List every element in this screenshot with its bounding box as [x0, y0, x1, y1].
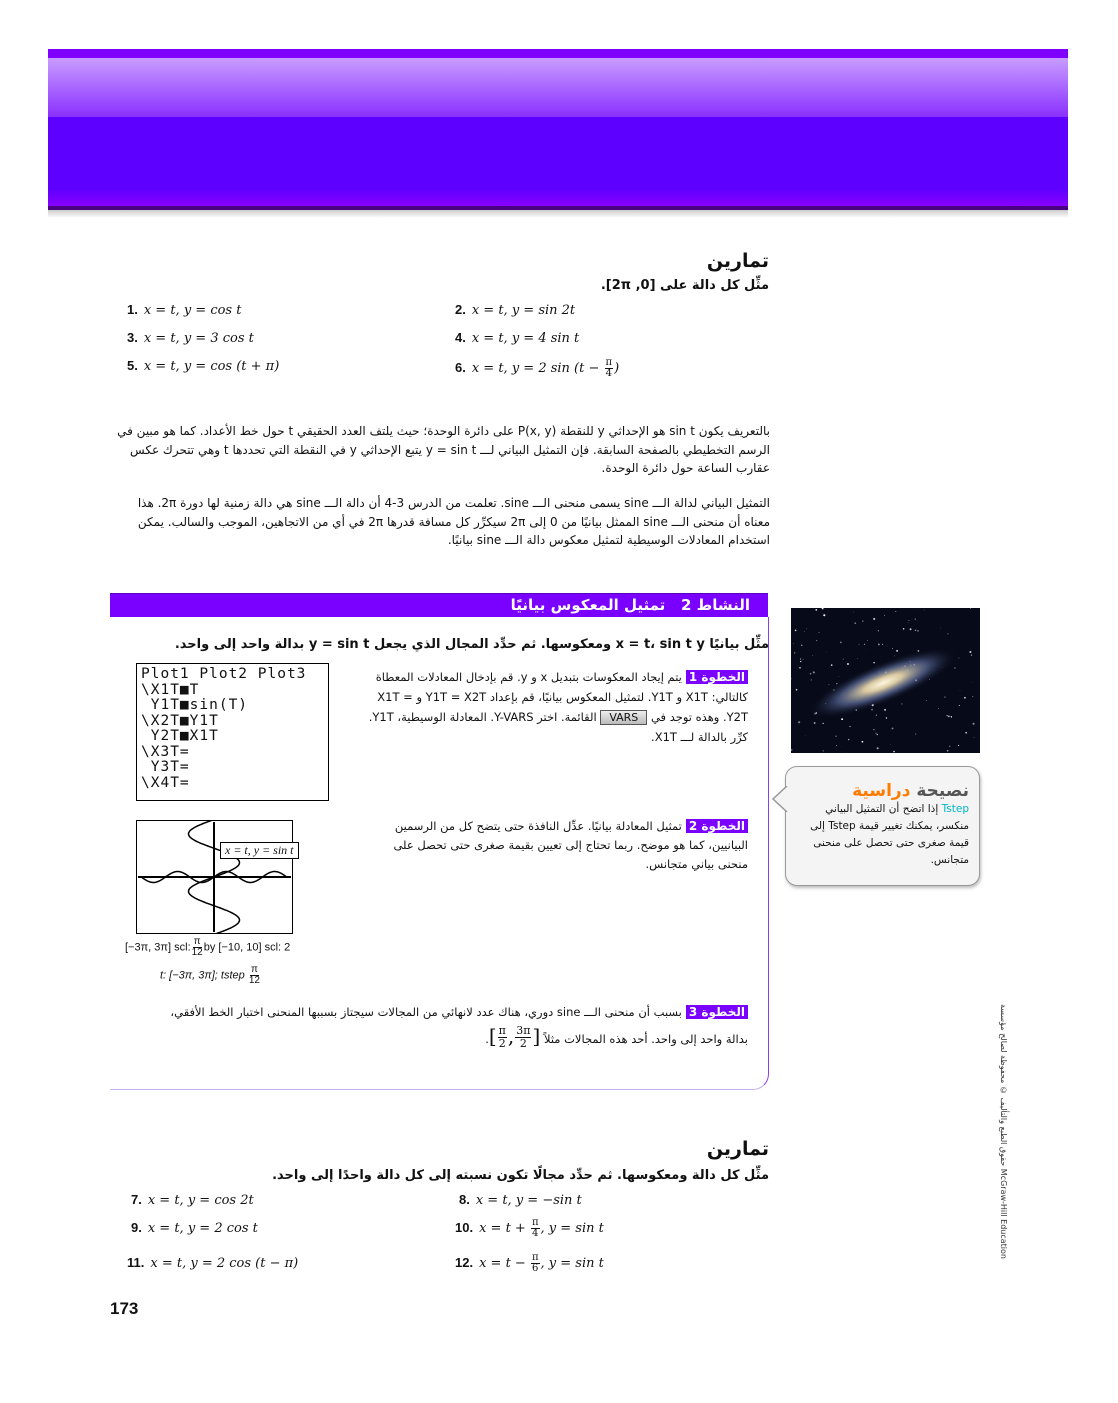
star	[864, 644, 865, 645]
star	[965, 732, 967, 734]
star	[873, 729, 874, 730]
exercise-expression: x = t, y = 3 cos t	[143, 331, 254, 346]
star	[847, 663, 849, 665]
star	[884, 615, 885, 616]
star	[811, 679, 812, 680]
exercise-number: 11.	[127, 1255, 145, 1270]
exercise-expression: x = t, y = 2 cos (t − π)	[150, 1256, 299, 1271]
star	[875, 733, 876, 734]
activity-instruction: مثِّل بيانيًا x = t، sin t y ومعكوسها. ثم حدِّد المجال الذي يجعل y = sin t بدالة واحد إلى واحد.	[174, 637, 769, 652]
star	[973, 723, 975, 725]
star	[836, 745, 837, 746]
star	[878, 644, 880, 646]
window-caption	[125, 937, 290, 958]
exercise-expression-end: , y = sin t	[540, 1221, 604, 1236]
star	[974, 737, 975, 738]
denominator: 4	[605, 368, 612, 379]
star	[964, 697, 966, 699]
star	[815, 609, 817, 611]
denominator: 4	[532, 1228, 539, 1239]
exercise-expression: x = t −	[479, 1256, 530, 1271]
exercise-item	[131, 1220, 258, 1236]
exercise-expression-end: , y = sin t	[540, 1256, 604, 1271]
star	[877, 734, 878, 735]
calc-line: \X4T=	[141, 774, 190, 791]
star	[800, 658, 801, 659]
window-y: by [−10, 10] scl: 2	[203, 941, 291, 954]
exercise-item	[131, 1192, 254, 1208]
exercise-expression: x = t, y = cos t	[143, 303, 242, 318]
exercise-number: 4.	[455, 330, 466, 345]
window-x: [−3π, 3π] scl:	[125, 941, 191, 954]
star	[903, 628, 905, 630]
step-1-tag: الخطوة 1	[686, 670, 748, 684]
vars-key: VARS	[600, 710, 647, 725]
tip-body: Tstep إذا اتضح أن التمثيل البياني منكسر، يمكنك تغيير قيمة Tstep إلى قيمة صغرى حتى تحصل على منحنى متجانس.	[810, 803, 969, 866]
star	[877, 747, 879, 749]
star	[835, 736, 836, 737]
star	[859, 644, 860, 645]
star	[873, 662, 874, 663]
numerator: π	[605, 357, 613, 368]
star	[971, 655, 972, 656]
exercise-number: 1.	[127, 302, 138, 317]
star	[849, 726, 850, 727]
exercise-expression: x = t, y = cos 2t	[147, 1193, 254, 1208]
star	[813, 671, 815, 673]
star	[908, 622, 909, 623]
star	[841, 718, 843, 720]
exercises-title: تمارين	[706, 250, 769, 272]
exercise-expression: x = t +	[479, 1221, 530, 1236]
star	[924, 610, 925, 611]
exercise-number: 9.	[131, 1220, 142, 1235]
exercise-number: 5.	[127, 358, 138, 373]
star	[831, 664, 833, 666]
star	[794, 652, 796, 654]
step-2	[380, 817, 748, 874]
exercise-number: 2.	[455, 302, 466, 317]
exercise-item	[455, 1253, 604, 1274]
star	[958, 745, 959, 746]
star	[795, 630, 797, 632]
star	[840, 641, 842, 643]
exercise-item	[455, 302, 575, 318]
star	[946, 715, 947, 716]
star	[873, 618, 875, 620]
star	[882, 644, 883, 645]
tstep-fraction: $\frac{\pi}{12}$	[248, 964, 260, 986]
study-tip	[785, 766, 980, 886]
star	[908, 620, 909, 621]
star	[915, 618, 916, 619]
star	[854, 622, 856, 624]
exercise-fraction	[605, 358, 614, 379]
tip-title: نصيحة دراسية	[852, 781, 969, 801]
star	[944, 696, 945, 697]
star	[810, 673, 812, 675]
numerator: π	[531, 1252, 539, 1263]
exercise-expression: x = t, y = sin 2t	[471, 303, 576, 318]
star	[948, 716, 950, 718]
step-1-text: يتم إيجاد المعكوسات بتبديل x و y. قم بإدخال المعادلات المعطاة كالتالي: X1T و Y1T. لتمثيل المعكوس بيانيًا، قم بإعداد Y1T = X2T و X1T = Y2T. وهذه توجد في	[375, 670, 748, 724]
exercises-instruction: مثِّل كل دالة على [0, 2π].	[600, 278, 769, 293]
star	[804, 631, 805, 632]
calc-line: Y3T=	[141, 759, 190, 775]
denominator: 6	[532, 1263, 539, 1274]
exercise-expression: x = t, y = 2 sin (t −	[471, 361, 604, 376]
star	[814, 722, 816, 724]
star	[960, 690, 961, 691]
star	[848, 739, 849, 740]
star	[926, 700, 927, 701]
star	[791, 749, 792, 751]
calc-line: \X3T=	[141, 743, 190, 760]
copyright: حقوق الطبع والتأليف © محفوظة لصالح مؤسسة McGraw-Hill Education	[999, 1004, 1008, 1259]
star	[949, 746, 950, 747]
exercises-title-2: تمارين	[706, 1138, 769, 1160]
star	[823, 614, 825, 616]
star	[823, 613, 824, 614]
star	[969, 651, 971, 653]
star	[800, 661, 801, 662]
star	[803, 659, 804, 660]
star	[798, 721, 800, 723]
exercise-item	[459, 1192, 582, 1208]
star	[958, 658, 959, 659]
page-number: 173	[110, 1299, 139, 1318]
exercise-number: 10.	[455, 1220, 474, 1235]
exercise-number: 7.	[131, 1192, 142, 1207]
star	[895, 611, 896, 612]
star	[857, 658, 858, 659]
star	[917, 630, 918, 631]
t-range: t: [−3π, 3π]; tstep	[160, 969, 245, 982]
step-2-text: تمثيل المعادلة بيانيًا. عدِّل النافذة حتى يتضح كل من الرسمين البيانيين، كما هو موضح. ربما تحتاج إلى تعيين بقيمة صغرى حتى تحصل على منحنى بياني متجانس.	[393, 819, 748, 871]
star	[823, 750, 824, 751]
inverse-graph	[136, 820, 293, 934]
star	[940, 627, 941, 628]
star	[862, 620, 863, 621]
star	[816, 640, 817, 641]
t-caption	[160, 965, 261, 986]
star	[972, 696, 973, 697]
exercise-number: 6.	[455, 360, 466, 375]
step-1	[350, 667, 748, 747]
calculator-screen	[136, 663, 329, 801]
star	[915, 734, 916, 735]
exercise-item	[455, 330, 579, 346]
star	[812, 655, 813, 656]
tip-pointer	[772, 786, 788, 812]
exercises-instruction-2: مثِّل كل دالة ومعكوسها. ثم حدِّد مجالًا تكون نسبته إلى كل دالة واحدًا إلى واحد.	[272, 1168, 769, 1183]
star	[951, 716, 952, 717]
calc-line: Plot1 Plot2 Plot3	[141, 666, 307, 682]
calc-line: \X2T■Y1T	[141, 712, 219, 729]
exercise-item	[455, 1218, 604, 1239]
star	[938, 708, 939, 709]
star	[828, 684, 829, 685]
exercise-fraction	[531, 1218, 540, 1239]
star	[867, 640, 868, 641]
star	[793, 643, 794, 644]
star	[947, 750, 949, 752]
star	[878, 630, 879, 631]
star	[876, 715, 877, 716]
star	[799, 667, 801, 669]
star	[801, 645, 802, 646]
star	[886, 717, 887, 718]
star	[853, 612, 854, 613]
exercise-item	[127, 1255, 298, 1271]
star	[805, 735, 806, 736]
step-3-text: بسبب أن منحنى الـــ sine دوري، هناك عدد لانهائي من المجالات سيجتاز بسببها المنحنى اختبار الخط الأفقي، بدالة واحد إلى واحد. أحد هذه المجالات مثلاً	[170, 1005, 748, 1046]
exercise-item	[127, 358, 279, 374]
exercise-fraction	[531, 1253, 540, 1274]
star	[892, 648, 893, 649]
star	[954, 668, 955, 669]
numerator: π	[531, 1217, 539, 1228]
calc-line: \X1T■T	[141, 681, 200, 698]
graph-label: x = t, y = sin t	[220, 842, 299, 859]
exercise-item	[455, 358, 619, 379]
interval: [ $\frac{\pi}{2}$ , $\frac{3\pi}{2}$ ]	[488, 1024, 541, 1050]
exercise-item	[127, 302, 241, 318]
star	[947, 633, 948, 634]
exercise-expression: x = t, y = 4 sin t	[471, 331, 580, 346]
exercise-number: 3.	[127, 330, 138, 345]
galaxy-image	[791, 608, 980, 753]
star	[896, 650, 898, 652]
exercise-item	[127, 330, 254, 346]
exercise-number: 12.	[455, 1255, 474, 1270]
header-banner	[48, 49, 1068, 210]
star	[884, 709, 886, 711]
star	[893, 751, 895, 753]
star	[871, 709, 873, 711]
paragraph-sine-curve: التمثيل البياني لدالة الـــ sine يسمى منحنى الـــ sine. تعلمت من الدرس 3-4 أن دالة الـــ sine هي دالة زمنية لها دورة 2π. هذا معناه أن منحنى الـــ sine الممثل بيانيًا من 0 إلى 2π سيكرِّر كل مسافة قدرها 2π في أي من الاتجاهين، الموجب والسالب. يمكن استخدام المعادلات الوسيطية لتمثيل معكوس دالة الـــ sine بيانيًا.	[137, 496, 770, 547]
activity-header: النشاط 2 تمثيل المعكوس بيانيًا	[110, 593, 768, 617]
star	[891, 744, 892, 745]
exercise-expression: x = t, y = −sin t	[475, 1193, 582, 1208]
exercise-expression: x = t, y = cos (t + π)	[143, 359, 280, 374]
step-3-tag: الخطوة 3	[686, 1005, 748, 1019]
star	[806, 629, 807, 630]
scl-fraction: $\frac{\pi}{12}$	[191, 936, 203, 958]
star	[839, 676, 840, 677]
star	[910, 628, 912, 630]
paragraph-definition: بالتعريف يكون sin t هو الإحداثي y للنقطة P(x, y) على دائرة الوحدة؛ حيث يلتف العدد الحقيقي t حول خط الأعداد. كما هو مبين في الرسم التخطيطي بالصفحة السابقة. فإن التمثيل البياني لـــ y = sin t يتبع الإحداثي y في النقطة التي تحددها t وهي تتحرك عكس عقارب الساعة حول دائرة الوحدة.	[117, 424, 770, 475]
step-1-text-b: القائمة. اختر Y-VARS. المعادلة الوسيطية، Y1T. كرِّر بالدالة لـــ X1T.	[368, 710, 748, 744]
calc-line: Y1T■sin(T)	[141, 697, 249, 713]
star	[822, 723, 823, 724]
star	[862, 741, 864, 743]
header-shadow	[48, 210, 1068, 218]
exercise-number: 8.	[459, 1192, 470, 1207]
exercise-expression-end: )	[614, 361, 620, 376]
calc-line: Y2T■X1T	[141, 728, 219, 744]
step-3: الخطوة 3بسبب أن منحنى الـــ sine دوري، هناك عدد لانهائي من المجالات سيجتاز بسببها المنحنى اختبار الخط الأفقي، بدالة واحد إلى واحد. أحد هذه المجالات مثلاً [ $\frac{\pi}{2}$ , $\frac{3\pi}{2}$ ].	[170, 1005, 748, 1050]
exercise-expression: x = t, y = 2 cos t	[147, 1221, 258, 1236]
star	[892, 727, 894, 729]
star	[843, 659, 844, 660]
star	[915, 630, 917, 632]
star	[901, 703, 902, 704]
star	[894, 656, 895, 657]
step-2-tag: الخطوة 2	[686, 819, 748, 833]
star	[796, 689, 798, 691]
star	[819, 632, 820, 633]
star	[959, 705, 960, 706]
